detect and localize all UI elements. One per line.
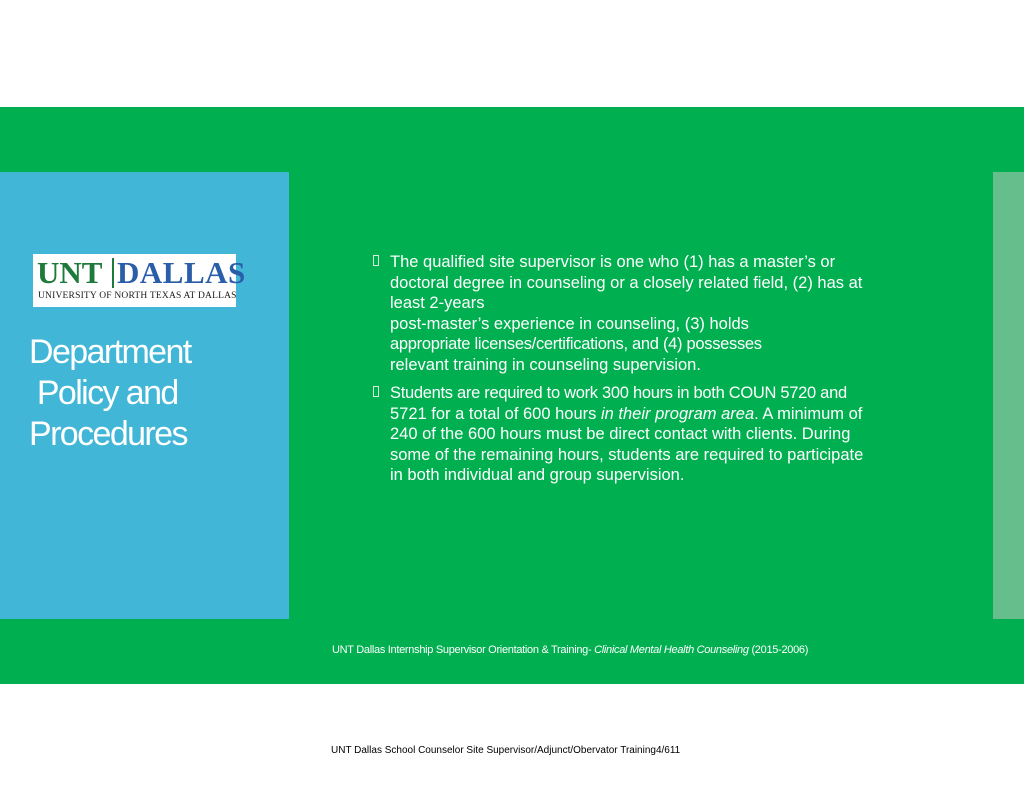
bullet-line: some of the remaining hours, students are required to participate [390, 445, 864, 464]
bullet-line: relevant training in counseling supervision. [390, 355, 701, 374]
bullet-line [390, 404, 933, 425]
logo-wordmark-dallas: DALLAS [117, 255, 246, 290]
footer-prefix: UNT Dallas Internship Supervisor Orientation & Training- [332, 644, 595, 656]
bullet-text: 5721 for a total of 600 hours [390, 404, 601, 423]
bullet-marker-icon [373, 386, 379, 397]
bullet-line: least 2-years [390, 294, 485, 312]
bullet-line: The qualified site supervisor is one who (1) has a master’s or [390, 253, 836, 271]
bullet-line: appropriate licenses/certifications, and (4) possesses [390, 335, 762, 353]
slide-footer [332, 643, 808, 657]
bullet-line: in both individual and group supervision. [390, 466, 685, 484]
bullet-line: doctoral degree in counseling or a closely related field, (2) has at [390, 273, 863, 292]
footer-italic: Clinical Mental Health Counseling [594, 644, 749, 656]
bullet-list [373, 252, 933, 494]
bullet-line: 240 of the 600 hours must be direct contact with clients. During [390, 425, 851, 443]
title-line: Policy and [29, 374, 178, 412]
right-accent-strip [993, 172, 1024, 619]
logo-wordmark-unt: UNT [37, 255, 103, 290]
logo-divider [112, 258, 114, 288]
bullet-italic-text: in their program area [600, 404, 755, 423]
slide-title [29, 332, 279, 455]
bullet-supervisor-qualifications [373, 252, 933, 375]
bullet-text: . A minimum of [754, 404, 863, 423]
bullet-marker-icon [373, 255, 379, 266]
title-line: Department [29, 333, 191, 371]
title-line: Procedures [29, 415, 187, 453]
page-footer: UNT Dallas School Counselor Site Supervisor/Adjunct/Obervator Training4/611 [331, 745, 681, 756]
logo-subtitle: UNIVERSITY OF NORTH TEXAS AT DALLAS [38, 291, 237, 301]
footer-suffix: (2015-2006) [748, 644, 809, 656]
bullet-line: Students are required to work 300 hours in both COUN 5720 and [390, 384, 847, 402]
bullet-hours-requirement [373, 383, 933, 486]
unt-dallas-logo [33, 254, 246, 307]
bullet-line: post-master’s experience in counseling, (3) holds [390, 314, 749, 333]
